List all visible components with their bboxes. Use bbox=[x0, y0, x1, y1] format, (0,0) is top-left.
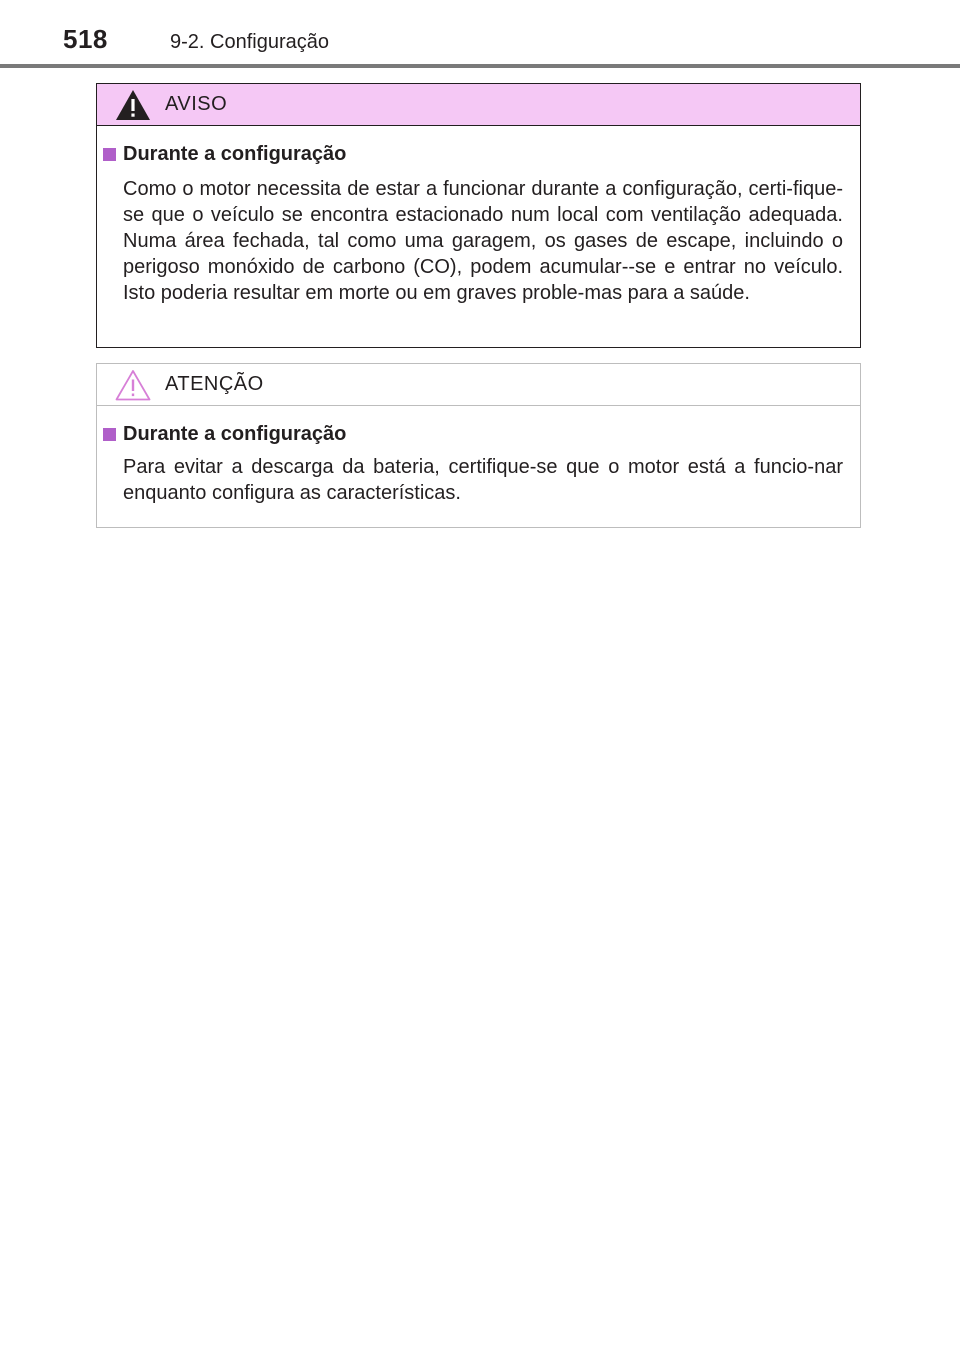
caution-header bbox=[97, 364, 860, 406]
caution-heading-text: Durante a configuração bbox=[123, 423, 347, 445]
warning-label: AVISO bbox=[165, 93, 228, 115]
warning-heading-text: Durante a configuração bbox=[123, 143, 347, 165]
caution-triangle-icon bbox=[115, 369, 151, 401]
caution-item-heading bbox=[103, 423, 346, 446]
bullet-square-icon bbox=[103, 148, 116, 161]
warning-item-heading bbox=[103, 143, 346, 166]
bullet-square-icon bbox=[103, 428, 116, 441]
caution-body-text: Para evitar a descarga da bateria, certifique-se que o motor está a funcio-nar enquanto configura as características. bbox=[123, 456, 843, 504]
warning-header bbox=[97, 84, 860, 126]
caution-box bbox=[96, 363, 861, 528]
page-number: 518 bbox=[63, 24, 108, 54]
warning-triangle-icon bbox=[115, 89, 151, 121]
warning-body-text: Como o motor necessita de estar a funcionar durante a configuração, certi-fique-se que o veículo se encontra estacionado num local com ventilação adequada. Numa área fechada, tal como uma garagem, os gases de escape, incluindo o perigoso monóxido de carbono (CO), podem acumular--se e entrar no veículo. Isto poderia resultar em morte ou em graves proble-mas para a saúde. bbox=[123, 178, 843, 304]
header-rule bbox=[0, 64, 960, 68]
warning-box bbox=[96, 83, 861, 348]
caution-label: ATENÇÃO bbox=[165, 373, 264, 395]
section-title: 9-2. Configuração bbox=[170, 31, 329, 53]
page-header bbox=[0, 0, 960, 70]
